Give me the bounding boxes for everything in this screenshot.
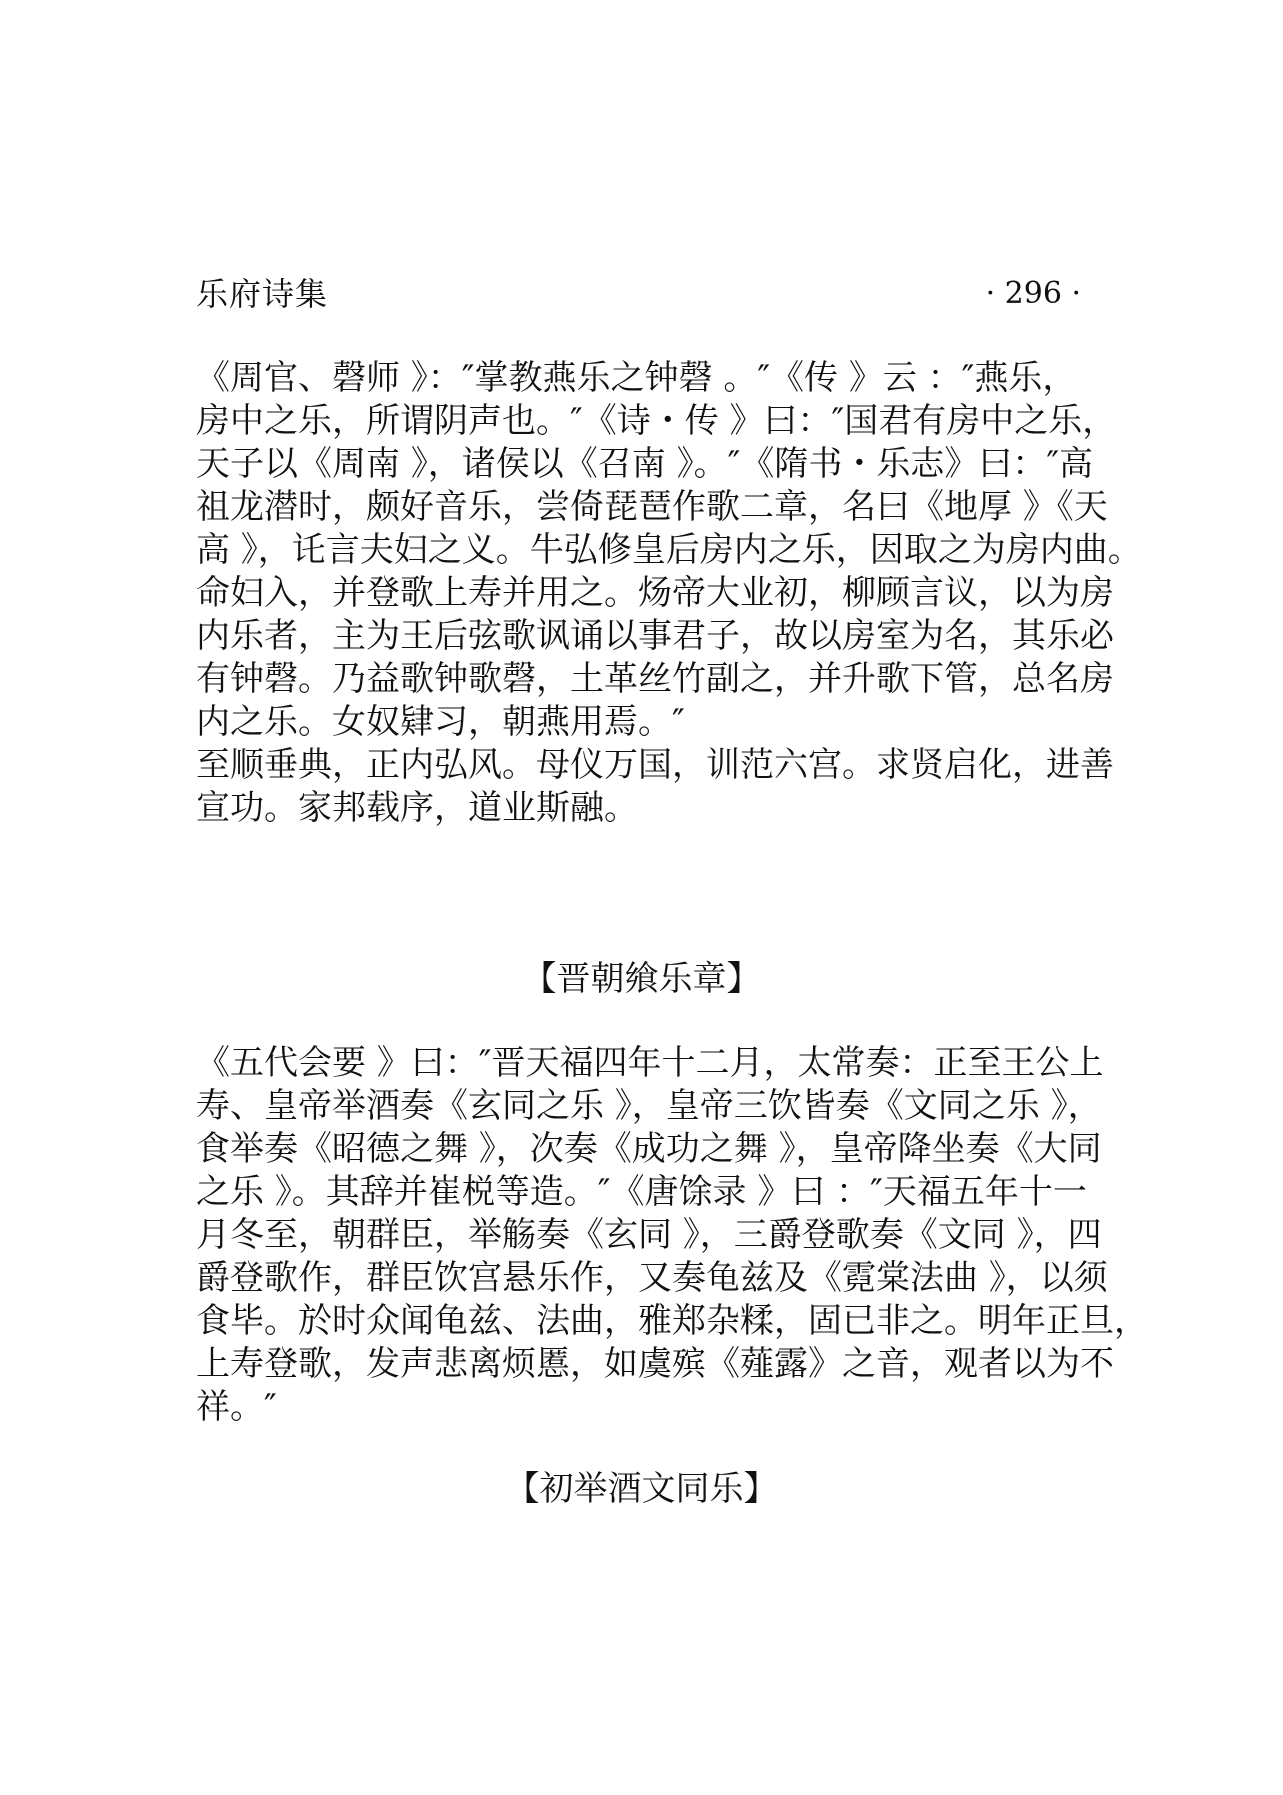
text-line: 高 》，讬言夫妇之义。牛弘修皇后房内之乐，因取之为房内曲。 <box>196 530 1142 570</box>
text-line: 之乐 》。其辞并崔棁等造。″《唐馀录 》曰 ：″天福五年十一 <box>196 1172 1087 1212</box>
section-heading: 【初举酒文同乐】 <box>505 1469 778 1509</box>
text-line: 食举奏《昭德之舞 》，次奏《成功之舞 》，皇帝降坐奏《大同 <box>196 1129 1102 1169</box>
paragraph-preface <box>196 357 1142 830</box>
text-line: 《五代会要 》曰：″晋天福四年十二月，太常奏：正至王公上 <box>196 1043 1104 1083</box>
text-line: 宣功。家邦载序，道业斯融。 <box>196 788 638 828</box>
text-line: 有钟磬。乃益歌钟歌磬，土革丝竹副之，并升歌下管，总名房 <box>196 659 1114 699</box>
section-heading: 【晋朝飨乐章】 <box>522 959 761 999</box>
text-line: 内之乐。女奴肄习，朝燕用焉。″ <box>196 702 685 742</box>
text-line: 上寿登歌，发声悲离烦慝，如虞殡《薤露》之音，观者以为不 <box>196 1344 1114 1384</box>
text-line: 命妇入，并登歌上寿并用之。炀帝大业初，柳顾言议，以为房 <box>196 573 1114 613</box>
text-line: 房中之乐，所谓阴声也。″《诗・传 》曰：″国君有房中之乐， <box>196 401 1117 441</box>
running-header <box>196 270 1081 318</box>
text-line: 食毕。於时众闻龟兹、法曲，雅郑杂糅，固已非之。明年正旦， <box>196 1301 1148 1341</box>
text-line: 爵登歌作，群臣饮宫悬乐作，又奏龟兹及《霓棠法曲 》，以须 <box>196 1258 1108 1298</box>
paragraph-commentary <box>196 1042 1148 1429</box>
book-title: 乐府诗集 <box>196 275 329 313</box>
text-line: 天子以《周南 》，诸侯以《召南 》。″《隋书・乐志》曰：″高 <box>196 444 1094 484</box>
page-number: · 296 · <box>985 276 1081 311</box>
text-line: 祥。″ <box>196 1387 277 1427</box>
text-line: 内乐者，主为王后弦歌讽诵以事君子，故以房室为名，其乐必 <box>196 616 1114 656</box>
text-line: 月冬至，朝群臣，举觞奏《玄同 》，三爵登歌奏《文同 》，四 <box>196 1215 1102 1255</box>
text-line: 至顺垂典，正内弘风。母仪万国，训范六宫。求贤启化，进善 <box>196 745 1114 785</box>
text-line: 祖龙潜时，颇好音乐，尝倚琵琶作歌二章，名曰《地厚 》《天 <box>196 487 1108 527</box>
text-line: 寿、皇帝举酒奏《玄同之乐 》，皇帝三饮皆奏《文同之乐 》， <box>196 1086 1102 1126</box>
text-line: 《周官、磬师 》：″掌教燕乐之钟磬 。″《传 》云 ：″燕乐， <box>196 358 1077 398</box>
